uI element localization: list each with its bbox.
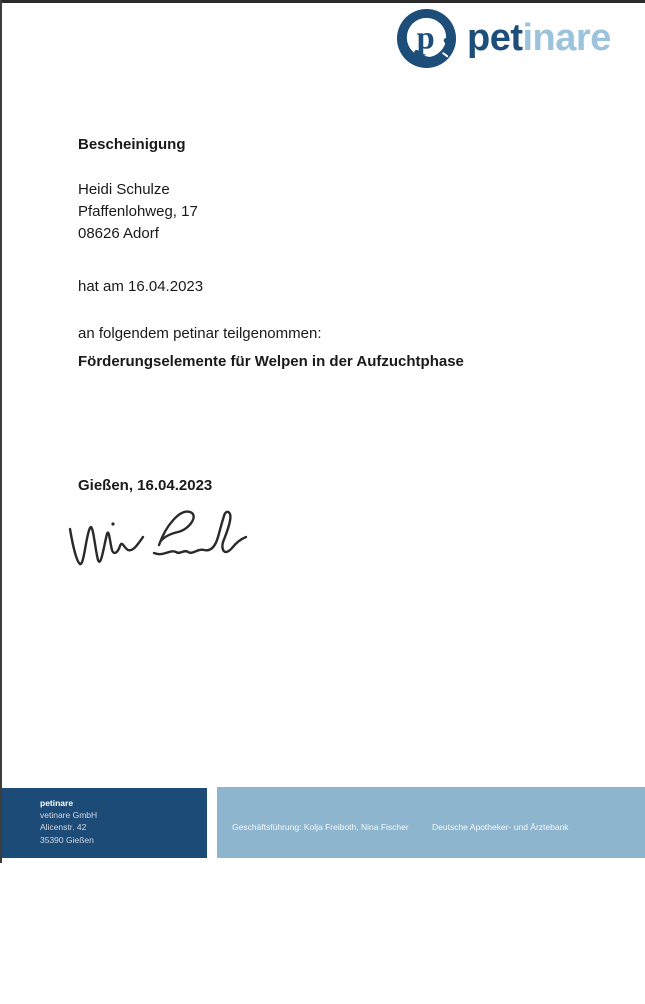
footer-contact-block	[217, 787, 645, 979]
logo-text-pet: pet	[467, 17, 523, 59]
recipient-city: 08626 Adorf	[78, 225, 159, 242]
footer-management-line: Geschäftsführung: Kolja Freiboth, Nina Fischer	[232, 822, 409, 833]
petinare-logo-icon	[395, 7, 458, 70]
recipient-name: Heidi Schulze	[78, 181, 170, 198]
petinare-logo	[395, 7, 611, 70]
intro-line: an folgendem petinar teilgenommen:	[78, 325, 322, 342]
footer-company-line: Alicenstr. 42	[40, 822, 87, 833]
footer-email-line: E-Mail: info@petinare.de	[232, 895, 326, 906]
place-date-line: Gießen, 16.04.2023	[78, 477, 213, 494]
footer-court-line: Amtsgericht Gießen HRB 10626	[432, 968, 554, 979]
petinare-logo-text	[467, 7, 611, 70]
attended-date-line: hat am 16.04.2023	[78, 278, 204, 295]
footer-company-line: 35390 Gießen	[40, 834, 94, 845]
document-title: Bescheinigung	[78, 136, 186, 153]
footer-contact-column	[232, 797, 409, 968]
footer-bic-line: BIC: DAAEDEDD	[432, 895, 499, 906]
footer-legal-column	[432, 797, 569, 1004]
svg-text:p: p	[416, 20, 435, 57]
footer-iban-line: IBAN: DE40300606010026714305	[432, 859, 563, 870]
footer-company-line: vetinare GmbH	[40, 810, 98, 821]
recipient-street: Pfaffenlohweg, 17	[78, 203, 198, 220]
page-left-shadow	[0, 0, 2, 863]
course-title: Förderungselemente für Welpen in der Aufzuchtphase	[78, 353, 464, 370]
footer-company-block	[2, 788, 207, 858]
footer-phone-line: Telefon +49(0)177 - 7 96 65 28	[232, 859, 363, 870]
footer-vatid-line: USt-IdNr.: DE346735912	[432, 932, 527, 943]
footer-brand: petinare	[40, 798, 74, 808]
logo-text-inare: inare	[522, 17, 611, 59]
signature-nina-fischer	[66, 503, 251, 581]
page-top-shadow	[0, 0, 645, 3]
footer-bank-line: Deutsche Apotheker- und Ärztebank	[432, 822, 569, 833]
footer-website-line: www.petinare.de	[232, 932, 295, 943]
